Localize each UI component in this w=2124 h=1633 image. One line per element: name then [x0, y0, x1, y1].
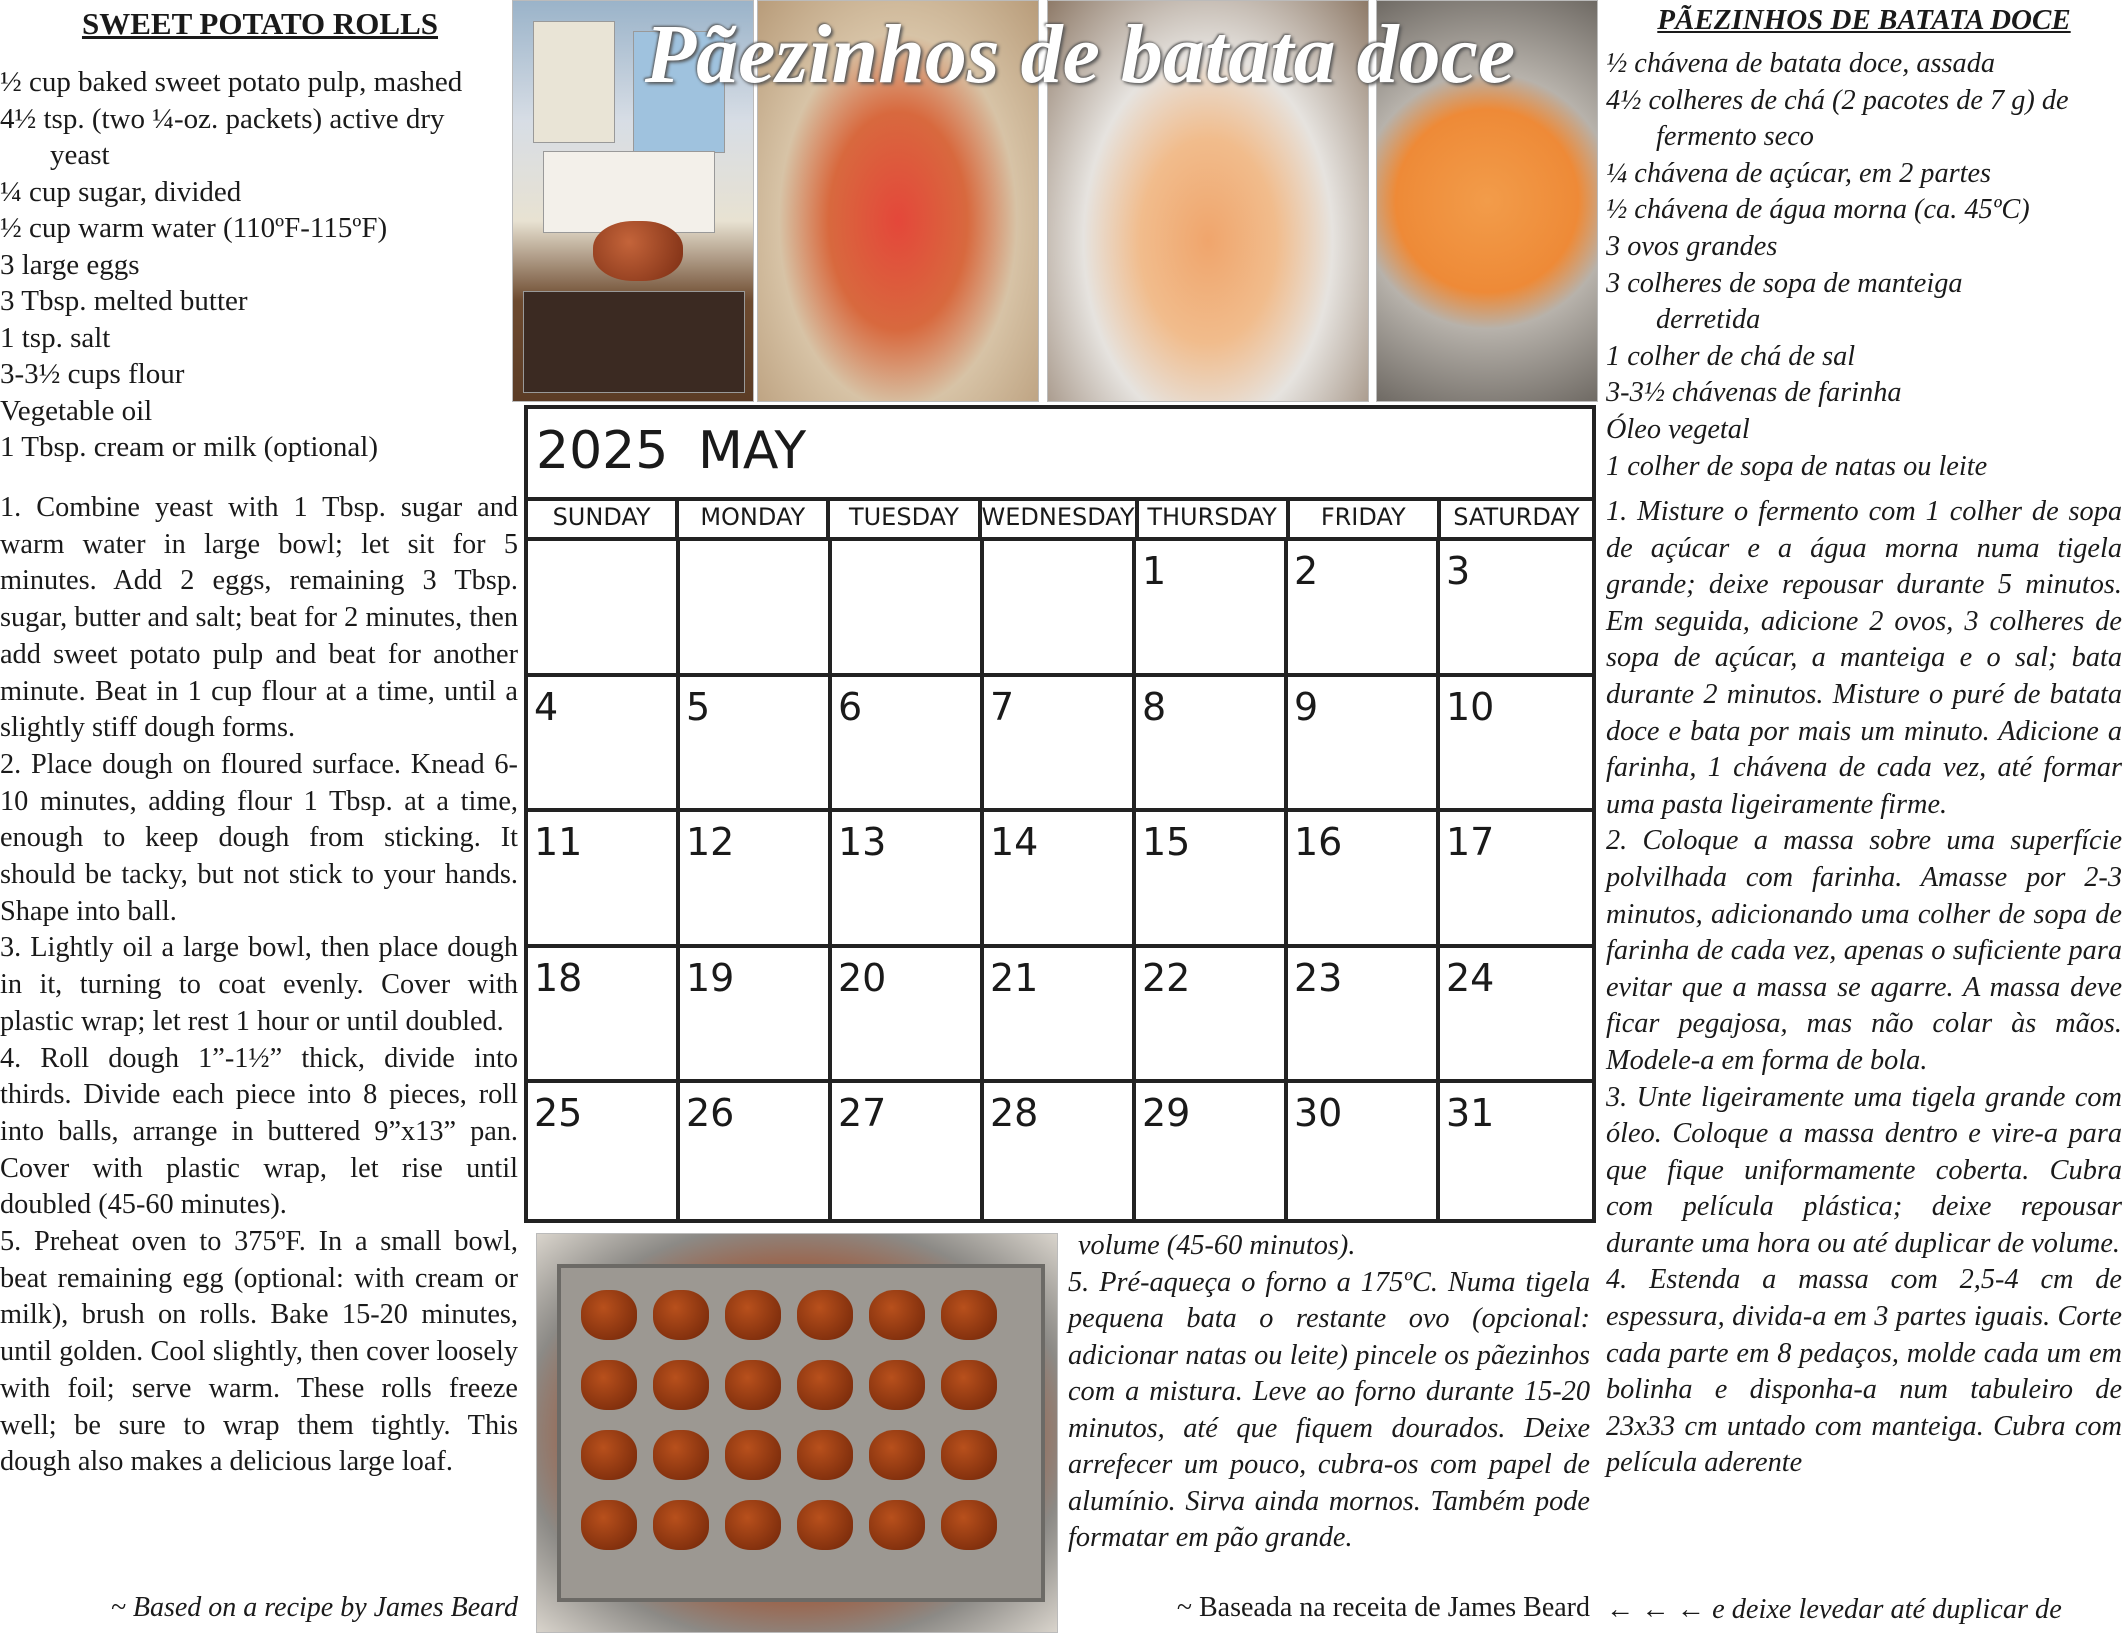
calendar-day-cell: 31 — [1446, 1091, 1495, 1136]
instruction-step: 4. Estenda a massa com 2,5-4 cm de espessura, divida-a em 3 partes iguais. Corte cada parte em 8 pedaços, molde cada um em bolinha e disponha-a num tabuleiro de 23x33 cm untado com manteiga. Cubra com película aderente — [1606, 1264, 2122, 1479]
calendar-day-cell — [832, 541, 984, 677]
calendar-day-cell: 1 — [1136, 541, 1288, 677]
portuguese-credit: ~ Baseada na receita de James Beard — [1176, 1592, 1590, 1623]
calendar-day-cell: 8 — [1136, 677, 1288, 813]
baked-rolls-photo — [536, 1233, 1058, 1633]
left-arrows-icon: ← ← ← — [1606, 1594, 1706, 1625]
weekday-label: SUNDAY — [528, 497, 679, 537]
calendar-month: MAY — [698, 421, 807, 481]
weekday-label: MONDAY — [679, 497, 830, 537]
calendar-day-cell: 5 — [680, 677, 832, 813]
instruction-step: 5. Preheat oven to 375ºF. In a small bowl, beat remaining egg (optional: with cream or milk), brush on rolls. Bake 15-20 minutes, until golden. Cool slightly, then cover loosely with foil; serve warm. These rolls freeze well; be sure to wrap them tightly. This dough also makes a delicious large loaf. — [0, 1226, 518, 1478]
calendar-day-cell: 10 — [1440, 677, 1592, 813]
calendar-day-cell: 11 — [528, 812, 680, 948]
bun-shape — [581, 1360, 637, 1410]
calendar-day-cell: 12 — [680, 812, 832, 948]
ingredient-item: yeast — [50, 139, 110, 171]
english-instructions — [0, 490, 518, 1481]
ingredient-item: 3 colheres de sopa de manteiga — [1606, 267, 1963, 299]
calendar-header — [528, 409, 1592, 501]
instruction-step: 3. Unte ligeiramente uma tigela grande com óleo. Coloque a massa dentro e vire-a para que fique uniformamente coberta. Cubra com película plástica; deixe repousar durante uma hora ou até duplicar de volume. — [1606, 1081, 2122, 1259]
ingredient-item: 3 large eggs — [0, 248, 140, 281]
ingredient-item: fermento seco — [1656, 121, 1814, 153]
calendar-day-cell: 14 — [984, 812, 1136, 948]
ingredient-item: ½ chávena de batata doce, assada — [1606, 48, 1995, 79]
ingredient-item: ¼ cup sugar, divided — [0, 175, 242, 208]
calendar-day-cell: 2 — [1288, 541, 1440, 677]
calendar-day-cell: 6 — [832, 677, 984, 813]
calendar-day-cell: 16 — [1288, 812, 1440, 948]
bun-shape — [941, 1290, 997, 1340]
calendar-day-cell: 29 — [1136, 1083, 1288, 1219]
calendar-day-cell: 21 — [984, 948, 1136, 1084]
bun-shape — [653, 1360, 709, 1410]
page-title: Pãezinhos de batata doce — [644, 8, 1516, 101]
instruction-step: volume (45-60 minutos). — [1078, 1230, 1356, 1261]
calendar-day-cell: 22 — [1136, 948, 1288, 1084]
ingredient-item: 1 colher de sopa de natas ou leite — [1606, 450, 1988, 482]
calendar-day-cell: 27 — [832, 1083, 984, 1219]
ingredient-item: 4½ colheres de chá (2 pacotes de 7 g) de — [1606, 84, 2069, 116]
calendar-day-cell — [528, 541, 680, 677]
portuguese-recipe-title: PÃEZINHOS DE BATATA DOCE — [1657, 4, 2071, 36]
instruction-step: 3. Lightly oil a large bowl, then place dough in it, turning to coat evenly. Cover with plastic wrap; let rest 1 hour or until doubled. — [0, 932, 518, 1037]
ingredient-item: 3-3½ chávenas de farinha — [1606, 377, 1902, 409]
calendar-day-cell: 17 — [1440, 812, 1592, 948]
english-credit: ~ Based on a recipe by James Beard — [110, 1592, 518, 1623]
portuguese-ingredients-list — [1606, 46, 2124, 485]
bun-shape — [725, 1290, 781, 1340]
ingredient-item: ½ cup baked sweet potato pulp, mashed — [0, 66, 463, 98]
calendar-day-cell: 28 — [984, 1083, 1136, 1219]
bun-shape — [869, 1360, 925, 1410]
calendar-weekday-row — [528, 497, 1592, 541]
instruction-step: 4. Roll dough 1”-1½” thick, divide into thirds. Divide each piece into 8 pieces, roll into balls, arrange in buttered 9”x13” pan. Cover with plastic wrap, let rise until doubled (45-60 minutes). — [0, 1042, 518, 1221]
english-recipe-title: SWEET POTATO ROLLS — [81, 6, 439, 41]
bun-shape — [869, 1500, 925, 1550]
instruction-step: 5. Pré-aqueça o forno a 175ºC. Numa tigela pequena bata o restante ovo (opcional: adicionar natas ou leite) pincele os pãezinhos com a mistura. Leve ao forno durante 15-20 minutos, até que fiquem dourados. Deixe arrefecer um pouco, cubra-os com papel de alumínio. Sirva ainda mornos. Também pode formatar em pão grande. — [1068, 1266, 1590, 1553]
calendar-day-cell: 4 — [528, 677, 680, 813]
ingredient-item: ½ chávena de água morna (ca. 45ºC) — [1606, 194, 2030, 226]
continuation-text: e deixe levedar até duplicar de — [1712, 1594, 2062, 1625]
portuguese-instructions-continued — [1068, 1228, 1590, 1557]
calendar-day-cell — [984, 541, 1136, 677]
ingredient-item: ¼ chávena de açúcar, em 2 partes — [1606, 157, 1992, 189]
weekday-label: SATURDAY — [1453, 503, 1580, 531]
weekday-label: THURSDAY — [1139, 497, 1290, 537]
ingredient-item: 1 colher de chá de sal — [1606, 340, 1856, 372]
bun-shape — [797, 1500, 853, 1550]
calendar-day-cell: 26 — [680, 1083, 832, 1219]
ingredient-item: 3 ovos grandes — [1606, 230, 1778, 262]
ingredient-item: 1 Tbsp. cream or milk (optional) — [0, 431, 378, 463]
ingredient-item: Vegetable oil — [0, 394, 153, 427]
weekday-label: FRIDAY — [1290, 497, 1441, 537]
bun-shape — [581, 1500, 637, 1550]
bun-shape — [941, 1360, 997, 1410]
calendar-day-cell: 7 — [984, 677, 1136, 813]
ingredient-item: derretida — [1656, 304, 1761, 336]
ingredient-item: 4½ tsp. (two ¼-oz. packets) active dry — [0, 102, 445, 135]
bun-shape — [941, 1430, 997, 1480]
calendar-day-cell: 30 — [1288, 1083, 1440, 1219]
weekday-label: TUESDAY — [830, 497, 981, 537]
bun-shape — [725, 1430, 781, 1480]
portuguese-instructions — [1606, 494, 2122, 1482]
calendar-day-cell: 13 — [832, 812, 984, 948]
bun-shape — [869, 1290, 925, 1340]
ingredient-item: 3 Tbsp. melted butter — [0, 285, 248, 317]
bun-shape — [941, 1500, 997, 1550]
calendar-day-cell: 9 — [1288, 677, 1440, 813]
calendar-year: 2025 — [536, 421, 669, 481]
instruction-step: 2. Place dough on floured surface. Knead 6-10 minutes, adding flour 1 Tbsp. at a time, enough to keep dough from sticking. It should be tacky, but not stick to your hands. Shape into ball. — [0, 748, 518, 927]
bun-shape — [653, 1430, 709, 1480]
calendar-day-cell: 3 — [1440, 541, 1592, 677]
calendar-grid — [528, 541, 1592, 1219]
bun-shape — [869, 1430, 925, 1480]
calendar-day-cell: 23 — [1288, 948, 1440, 1084]
english-ingredients-list — [0, 64, 520, 466]
ingredient-item: 3-3½ cups flour — [0, 358, 185, 390]
instruction-step: 1. Misture o fermento com 1 colher de sopa de açúcar e a água morna numa tigela grande; deixe repousar durante 5 minutos. Em seguida, adicione 2 ovos, 3 colheres de sopa de açúcar, a manteiga e o sal; bata durante 2 minutos. Misture o puré de batata doce e bata por mais um minuto. Adicione a farinha, 1 chávena de cada vez, até formar uma pasta ligeiramente firme. — [1606, 496, 2122, 820]
instruction-step: 2. Coloque a massa sobre uma superfície polvilhada com farinha. Amasse por 2-3 minutos, adicionando uma colher de sopa de farinha de cada vez, apenas o suficiente para evitar que a massa se agarre. A massa deve ficar pegajosa, mas não colar às mãos. Modele-a em forma de bola. — [1606, 825, 2122, 1076]
calendar — [524, 405, 1596, 1223]
calendar-day-cell: 20 — [832, 948, 984, 1084]
bun-shape — [581, 1430, 637, 1480]
bun-shape — [797, 1430, 853, 1480]
bun-shape — [581, 1290, 637, 1340]
ingredient-item: ½ cup warm water (110ºF-115ºF) — [0, 212, 388, 244]
bun-shape — [725, 1360, 781, 1410]
ingredient-item: 1 tsp. salt — [0, 321, 111, 354]
instruction-step: 1. Combine yeast with 1 Tbsp. sugar and warm water in large bowl; let sit for 5 minutes. Add 2 eggs, remaining 3 Tbsp. sugar, butter and salt; beat for 2 minutes, then add sweet potato pulp and beat for another minute. Beat in 1 cup flour at a time, until a slightly stiff dough forms. — [0, 492, 518, 744]
portuguese-continuation-line — [1606, 1594, 2122, 1626]
bun-shape — [797, 1360, 853, 1410]
calendar-day-cell: 24 — [1440, 948, 1592, 1084]
bun-shape — [653, 1290, 709, 1340]
bun-shape — [653, 1500, 709, 1550]
weekday-label: WEDNESDAY — [982, 497, 1139, 537]
calendar-day-cell — [680, 541, 832, 677]
calendar-day-cell: 19 — [680, 948, 832, 1084]
calendar-day-cell: 15 — [1136, 812, 1288, 948]
calendar-day-cell: 25 — [528, 1083, 680, 1219]
ingredient-item: Óleo vegetal — [1606, 413, 1750, 445]
calendar-day-cell: 18 — [528, 948, 680, 1084]
bun-shape — [725, 1500, 781, 1550]
bun-shape — [797, 1290, 853, 1340]
